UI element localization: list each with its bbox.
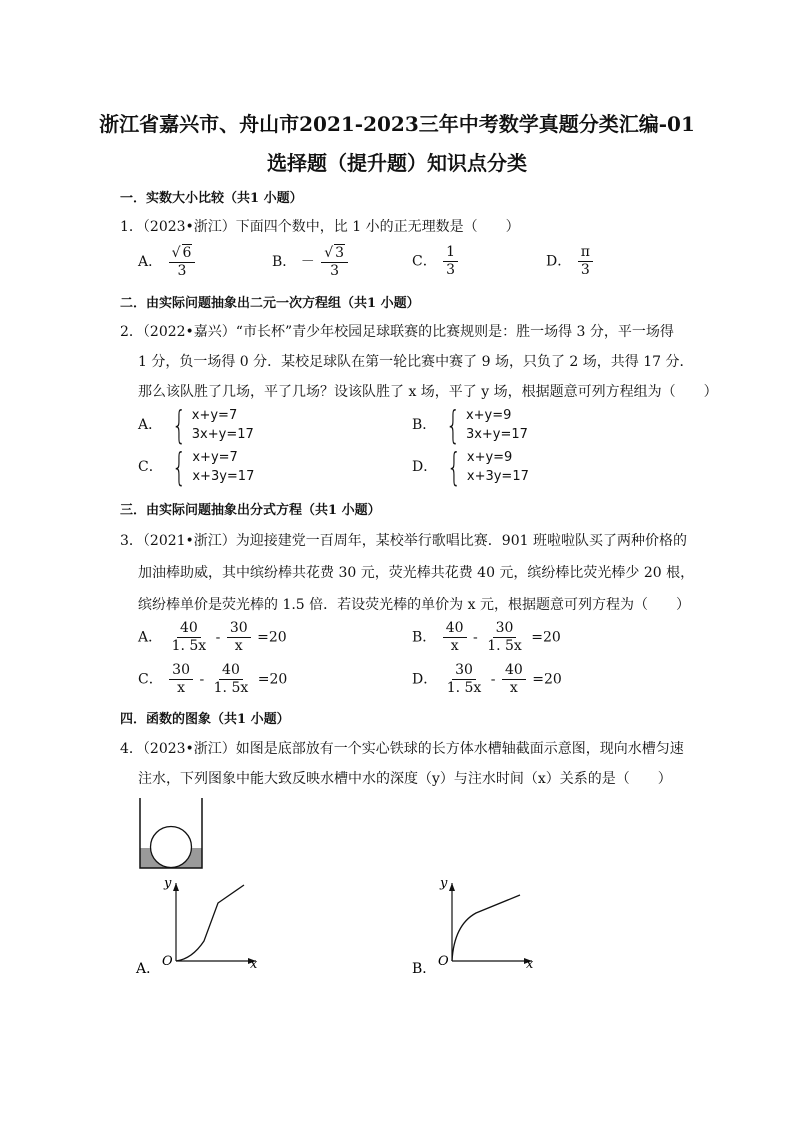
denominator: 1. 5x xyxy=(446,680,482,696)
section-heading-1: 一．实数大小比较（共1 小题） xyxy=(120,191,303,206)
fraction: $\frac{√ 6}{3}$ xyxy=(169,244,196,280)
question-1-option-c xyxy=(412,244,460,279)
graph-option-a xyxy=(132,873,262,981)
question-1-option-d xyxy=(546,244,595,279)
denominator: 3 xyxy=(446,262,456,278)
y-axis-label: y xyxy=(440,876,448,891)
denominator: 1. 5x xyxy=(213,680,249,696)
y-axis-label: y xyxy=(164,876,172,891)
right-hand-side: =20 xyxy=(257,629,287,646)
document-title-line1: 浙江省嘉兴市、舟山市2021-2023三年中考数学真题分类汇编-01 xyxy=(99,112,695,136)
origin-label: O xyxy=(162,954,173,969)
question-3-option-d xyxy=(412,662,562,697)
option-label: C． xyxy=(138,671,163,688)
option-label: B． xyxy=(412,417,437,433)
option-label: C． xyxy=(138,459,163,475)
denominator: 3 xyxy=(330,263,340,279)
question-1-stem: 1．（2023•浙江）下面四个数中，比 1 小的正无理数是（ ） xyxy=(120,219,520,235)
question-3-line2: 加油棒助威，其中缤纷棒共花费 30 元，荧光棒共花费 40 元，缤纷棒比荧光棒少 20 根， xyxy=(138,565,695,581)
option-label: B． xyxy=(272,254,297,270)
question-1-option-b xyxy=(272,244,350,280)
option-label: B． xyxy=(412,629,437,646)
section-heading-2: 二．由实际问题抽象出二元一次方程组（共1 小题） xyxy=(120,296,420,311)
section-heading-3: 三．由实际问题抽象出分式方程（共1 小题） xyxy=(120,503,381,518)
equation-2: 3x+y=17 xyxy=(465,427,528,442)
x-axis-label: x xyxy=(250,957,258,972)
equation-2: x+3y=17 xyxy=(466,469,529,484)
fraction xyxy=(578,244,593,279)
question-2-option-d: D． { x+y=9 x+3y=17 xyxy=(412,445,529,489)
numerator: 30 xyxy=(493,620,517,638)
sqrt-radicand: 3 xyxy=(335,245,345,261)
operator: - xyxy=(473,629,478,646)
fraction: $\frac{√ 3}{3}$ xyxy=(321,244,348,280)
equation-2: 3x+y=17 xyxy=(191,427,254,442)
denominator: 3 xyxy=(177,263,187,279)
denominator: 1. 5x xyxy=(171,638,207,654)
denominator: 1. 5x xyxy=(487,638,522,654)
denominator: x xyxy=(234,638,243,654)
curve xyxy=(176,885,244,961)
option-label: A． xyxy=(138,417,163,433)
option-label: A． xyxy=(136,961,161,977)
document-title-line2: 选择题（提升题）知识点分类 xyxy=(267,151,527,175)
denominator: 3 xyxy=(580,262,590,278)
question-2-line3: 那么该队胜了几场，平了几场？设该队胜了 x 场，平了 y 场，根据题意可列方程组为（ ） xyxy=(138,384,718,400)
operator: - xyxy=(199,671,205,688)
numerator: 30 xyxy=(452,662,476,680)
numerator: 1 xyxy=(443,244,458,262)
fraction xyxy=(443,244,458,279)
x-axis-label: x xyxy=(526,957,534,972)
numerator: 30 xyxy=(227,620,251,638)
equation-1: x+y=7 xyxy=(191,408,238,423)
operator: - xyxy=(215,629,221,646)
option-label: D． xyxy=(412,671,438,688)
option-label: A． xyxy=(138,254,163,270)
denominator: x xyxy=(177,680,186,696)
question-4-line1: 4．（2023•浙江）如图是底部放有一个实心铁球的长方体水槽轴截面示意图，现向水槽匀速 xyxy=(120,741,684,757)
y-axis-arrow-icon xyxy=(449,883,455,891)
numerator: 40 xyxy=(502,662,526,680)
origin-label: O xyxy=(438,954,449,969)
numerator: 40 xyxy=(443,620,467,638)
question-2-option-c: C． { x+y=7 x+3y=17 xyxy=(138,445,255,489)
question-2-option-a: A． { x+y=7 3x+y=17 xyxy=(138,403,254,447)
sqrt-radicand: 6 xyxy=(182,245,192,261)
option-label: D． xyxy=(412,459,438,475)
equation-1: x+y=7 xyxy=(192,450,238,465)
numerator: π xyxy=(578,244,593,262)
section-heading-4: 四．函数的图象（共1 小题） xyxy=(120,712,290,727)
question-3-line3: 缤纷棒单价是荧光棒的 1.5 倍．若设荧光棒的单价为 x 元，根据题意可列方程为（ ） xyxy=(138,597,690,613)
denominator: x xyxy=(450,638,459,654)
right-hand-side: =20 xyxy=(532,671,562,688)
option-label: C． xyxy=(412,253,437,270)
question-3-option-a xyxy=(138,620,287,655)
right-hand-side: =20 xyxy=(531,629,561,646)
question-2-line2: 1 分，负一场得 0 分．某校足球队在第一轮比赛中赛了 9 场，只负了 2 场，共得 17 分． xyxy=(138,354,694,370)
question-3-option-b xyxy=(412,620,561,655)
iron-ball xyxy=(151,827,192,868)
numerator: 40 xyxy=(219,662,243,680)
option-label: D． xyxy=(546,253,572,270)
minus-sign: － xyxy=(300,254,315,270)
y-axis-arrow-icon xyxy=(173,883,179,891)
question-3-line1: 3．（2021•浙江）为迎接建党一百周年，某校举行歌唱比赛．901 班啦啦队买了两种价格的 xyxy=(120,533,687,549)
option-label: A． xyxy=(138,629,163,646)
question-1-option-a xyxy=(138,244,197,280)
equation-1: x+y=9 xyxy=(466,450,513,465)
question-2-line1: 2．（2022•嘉兴）“市长杯”青少年校园足球联赛的比赛规则是：胜一场得 3 分，平一场得 xyxy=(120,324,674,340)
water-tank-diagram xyxy=(136,796,208,872)
numerator: 30 xyxy=(169,662,193,680)
equation-1: x+y=9 xyxy=(465,408,512,423)
question-3-option-c xyxy=(138,662,287,697)
question-2-option-b: B． { x+y=9 3x+y=17 xyxy=(412,403,528,447)
operator: - xyxy=(490,671,496,688)
graph-option-b xyxy=(408,873,538,981)
right-hand-side: =20 xyxy=(257,671,288,688)
curve xyxy=(452,895,520,961)
option-label: B． xyxy=(412,961,437,977)
numerator: 40 xyxy=(177,620,201,638)
equation-2: x+3y=17 xyxy=(192,469,255,484)
question-4-line2: 注水，下列图象中能大致反映水槽中水的深度（y）与注水时间（x）关系的是（ ） xyxy=(138,771,672,787)
denominator: x xyxy=(509,680,518,696)
